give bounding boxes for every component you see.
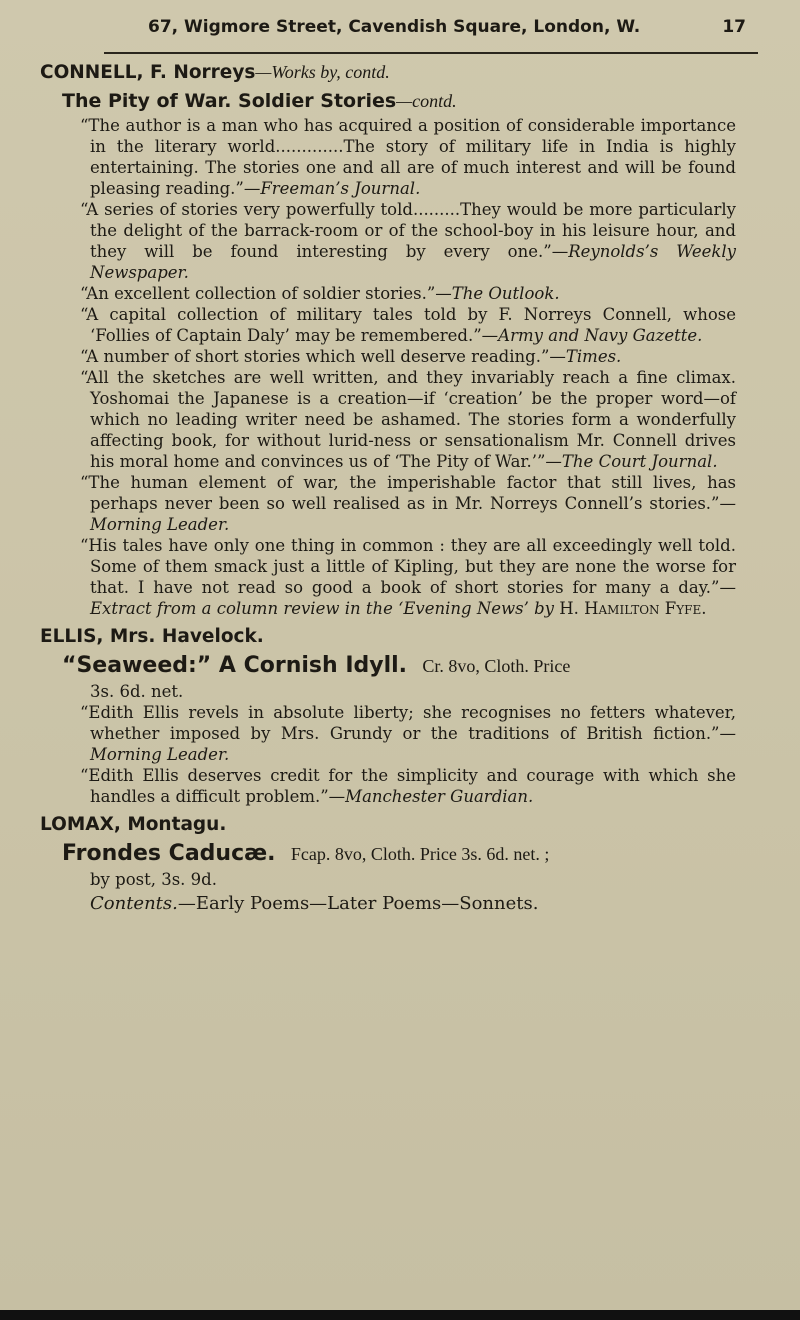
quote-source: —Times.	[549, 347, 622, 366]
review-quote	[40, 304, 736, 346]
quote-text: “His tales have only one thing in common : they are all exceedingly well told. Some of them smack just a little of Kipling, but they are none the worse for that. I have not read so good a book of short stories for many a day.”	[80, 536, 736, 597]
quote-text: “All the sketches are well written, and they invariably reach a fine climax. Yoshomai the Japanese is a creation—if ‘creation’ be the proper word—of which no leading writer need be ashamed. The stories form a wonderfully affecting book, for without lurid-ness or sensationalism Mr. Connell drives his moral home and convinces us of ‘The Pity of War.’”	[80, 368, 736, 471]
works-note: —Works by, contd.	[255, 62, 390, 82]
quote-text: “The author is a man who has acquired a position of considerable importance in the literary world.............The story of military life in India is highly entertaining. The stories one and all are of much interest and will be found pleasing reading.”	[80, 116, 736, 198]
quote-source: —Morning Leader.	[90, 494, 736, 534]
quote-text: “A number of short stories which well deserve reading.”	[80, 347, 550, 366]
author-name: CONNELL, F. Norreys	[40, 62, 256, 83]
quote-text: “A capital collection of military tales told by F. Norreys Connell, whose ‘Follies of Captain Daly’ may be remembered.”	[80, 305, 736, 345]
quote-source: —The Court Journal.	[545, 452, 718, 471]
book-title: Frondes Caducæ.	[62, 841, 276, 866]
book-price: 3s. 6d. net.	[90, 682, 184, 701]
quote-source: —Freeman’s Journal.	[243, 179, 421, 198]
page-bottom-edge	[0, 1310, 800, 1320]
quote-byline: H. Hamilton Fyfe.	[559, 599, 707, 618]
quote-source: —Manchester Guardian.	[328, 787, 534, 806]
quote-source: —Army and Navy Gazette.	[481, 326, 703, 345]
review-quote	[40, 115, 736, 199]
contents-label: Contents.	[90, 893, 178, 914]
publisher-address: 67, Wigmore Street, Cavendish Square, London, W.	[148, 17, 641, 37]
quote-text: “An excellent collection of soldier stories.”	[80, 284, 436, 303]
book-title-pity-of-war	[40, 87, 736, 115]
quote-source: —Reynolds’s Weekly Newspaper.	[90, 242, 736, 282]
publication-details: Cr. 8vo, Cloth. Price	[422, 656, 571, 676]
author-heading-connell	[40, 58, 736, 87]
header-rule	[104, 52, 758, 54]
review-quote	[40, 765, 736, 807]
publication-details: Fcap. 8vo, Cloth. Price 3s. 6d. net. ;	[290, 844, 550, 864]
review-quote	[40, 535, 736, 619]
book-title-frondes-caducae	[40, 839, 736, 869]
review-quote	[40, 199, 736, 283]
review-quote	[40, 367, 736, 472]
review-quote	[40, 346, 736, 367]
quote-source: —The Outlook.	[435, 284, 560, 303]
book-title: “Seaweed:” A Cornish Idyll.	[62, 653, 408, 678]
book-contents	[40, 890, 736, 918]
author-heading-lomax: LOMAX, Montagu.	[40, 814, 227, 835]
review-quote	[40, 702, 736, 765]
contents-list: —Early Poems—Later Poems—Sonnets.	[177, 893, 539, 914]
review-quote	[40, 283, 736, 304]
running-head	[40, 8, 760, 46]
quote-text: “Edith Ellis deserves credit for the simplicity and courage with which she handles a difficult problem.”	[80, 766, 736, 806]
quote-source: —Morning Leader.	[90, 724, 736, 764]
page-number: 17	[722, 17, 746, 37]
quote-text: “A series of stories very powerfully told.........They would be more particularly the delight of the barrack-room or of the school-boy in his leisure hour, and they will be found interesting by every one.”	[80, 200, 736, 261]
quote-text: “Edith Ellis revels in absolute liberty; she recognises no fetters whatever, whether imposed by Mrs. Grundy or the traditions of British fiction.”	[80, 703, 736, 743]
review-quote	[40, 472, 736, 535]
quote-source: —Extract from a column review in the ‘Evening News’ by	[90, 578, 736, 618]
quote-text: “The human element of war, the imperishable factor that still lives, has perhaps never been so well realised as in Mr. Norreys Connell’s stories.”	[80, 473, 736, 513]
book-price-post: by post, 3s. 9d.	[90, 870, 217, 889]
book-title-seaweed	[40, 651, 736, 681]
author-heading-ellis: ELLIS, Mrs. Havelock.	[40, 626, 264, 647]
page-body	[40, 58, 736, 918]
book-title: The Pity of War. Soldier Stories	[62, 90, 397, 112]
contd-note: —contd.	[396, 91, 457, 111]
